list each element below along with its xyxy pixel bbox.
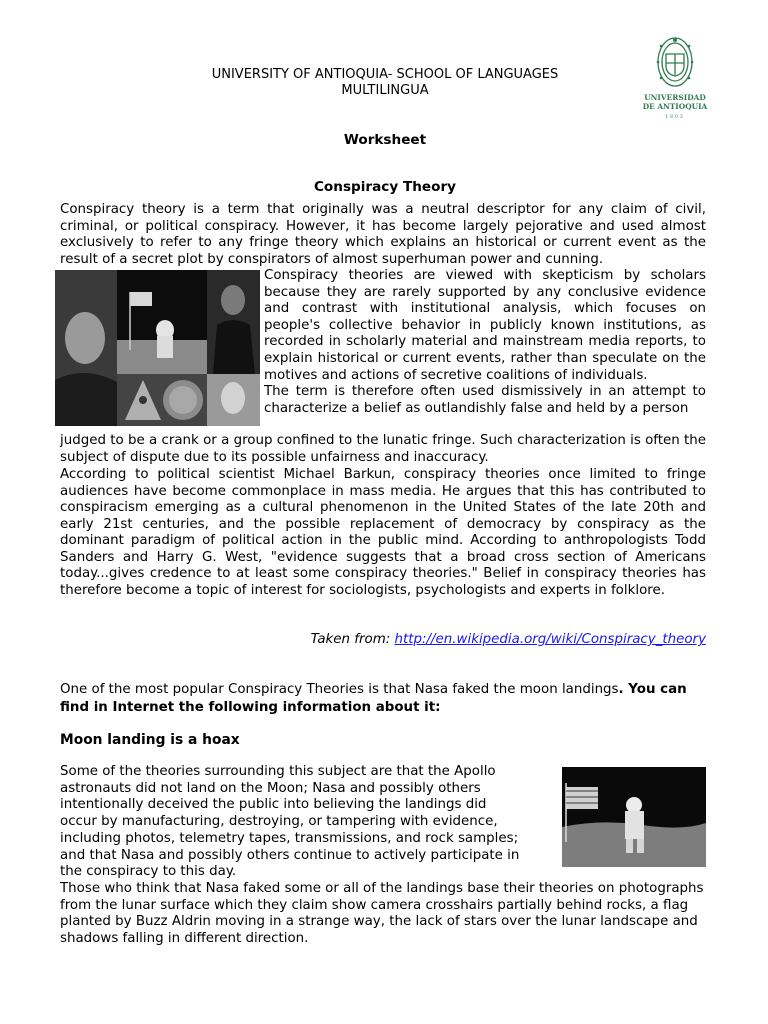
university-seal-logo <box>640 34 710 124</box>
source-prefix: Taken from: <box>310 632 395 647</box>
logo-text-line2: DE ANTIOQUIA <box>642 102 708 111</box>
intro-bold-text: . You can find in Internet the following information about it: <box>60 682 687 715</box>
conspiracy-collage-image <box>55 270 260 426</box>
paragraph-skepticism-text: Conspiracy theories are viewed with skepticism by scholars because they are rarely supported by any conclusive evidence and contrast with institutional analysis, which focuses on people's collective behavior in publicly known institutions, as recorded in scholarly material and mainstream media reports, to explain historical or current events, rather than speculate on the motives and actions of secretive coalitions of individuals. <box>264 268 706 383</box>
hoax-title: Moon landing is a hoax <box>60 732 240 748</box>
paragraph-barkun: According to political scientist Michael Barkun, conspiracy theories once limited to fringe audiences have become commonplace in mass media. He argues that this has contributed to conspiracism emerging as a cultural phenomenon in the United States of the late 20th and early 21st centuries, and the possible replacement of democracy by conspiracy as the dominant paradigm of political action in the public mind. According to anthropologists Todd Sanders and Harry G. West, "evidence suggests that a broad cross section of Americans today...gives credence to at least some conspiracy theories." Belief in conspiracy theories has therefore become a topic of interest for sociologists, psychologists and experts in folklore. <box>60 467 706 598</box>
worksheet-title: Worksheet <box>343 132 427 148</box>
section-title: Conspiracy Theory <box>313 179 457 195</box>
paragraph-definition: Conspiracy theory is a term that originally was a neutral descriptor for any claim of civil, criminal, or political conspiracy. However, it has become largely pejorative and used almost exclusively to refer to any fringe theory which explains an historical or current event as the result of a secret plot by conspirators of almost superhuman power and cunning. <box>60 202 706 267</box>
source-citation <box>60 632 706 647</box>
moon-landing-photo <box>562 767 706 867</box>
paragraph-dismissive-start: The term is therefore often used dismissively in an attempt to characterize a belief as outlandishly false and held by a person <box>264 384 706 416</box>
header-multilingua: MULTILINGUA <box>341 83 429 98</box>
header-university: UNIVERSITY OF ANTIOQUIA- SCHOOL OF LANGUAGES <box>211 67 559 82</box>
paragraph-skepticism <box>264 268 706 417</box>
paragraph-dismissive-end: judged to be a crank or a group confined to the lunatic fringe. Such characterization is often the subject of dispute due to its possible unfairness and inaccuracy. <box>60 433 706 465</box>
logo-text-line1: UNIVERSIDAD <box>644 93 706 102</box>
intro-text: One of the most popular Conspiracy Theories is that Nasa faked the moon landings <box>60 682 619 697</box>
hoax-paragraph-1: Some of the theories surrounding this subject are that the Apollo astronauts did not land on the Moon; Nasa and possibly others intentionally deceived the public into believing the landings did occur by manufacturing, destroying, or tampering with evidence, including photos, telemetry tapes, transmissions, and rock samples; and that Nasa and possibly others continue to actively participate in the conspiracy to this day. <box>60 764 520 880</box>
intro-paragraph <box>60 681 706 716</box>
hoax-paragraph-2: Those who think that Nasa faked some or all of the landings base their theories on photographs from the lunar surface which they claim show camera crosshairs partially behind rocks, a flag planted by Buzz Aldrin moving in a strange way, the lack of stars over the lunar landscape and shadows falling in different direction. <box>60 881 704 947</box>
source-link[interactable]: http://en.wikipedia.org/wiki/Conspiracy_theory <box>394 632 706 647</box>
logo-text-line3: 1803 <box>665 115 685 120</box>
